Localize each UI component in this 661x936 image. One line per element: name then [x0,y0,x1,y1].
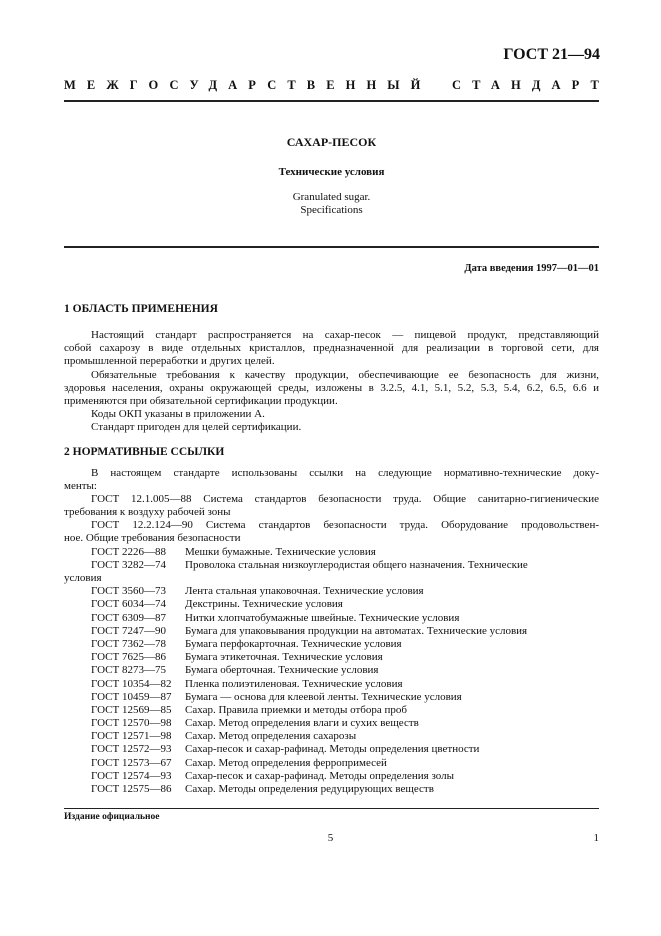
english-title-line: Specifications [300,204,363,216]
paragraph-line: применяются при обязательной сертификации продукции. [64,394,338,407]
reference-title: Бумага оберточная. Технические условия [185,664,379,677]
reference-line: ГОСТ 12.2.124—90 Система стандартов безопасности труда. Оборудование продовольствен- [91,519,599,532]
reference-title: Сахар. Метод определения ферропримесей [185,756,387,769]
reference-item [64,704,599,717]
paragraph-line: промышленной переработки и других целей. [64,355,275,368]
introduction-date: Дата введения 1997—01—01 [464,263,599,274]
reference-item [64,585,599,598]
reference-code: ГОСТ 3560—73 [91,585,166,598]
reference-code: ГОСТ 12570—98 [91,717,172,730]
reference-title: Проволока стальная низкоуглеродистая общего назначения. Технические [185,558,528,571]
reference-item [64,757,599,770]
paragraph-line: Стандарт пригоден для целей сертификации. [91,421,302,434]
reference-item [64,691,599,704]
reference-code: ГОСТ 12571—98 [91,730,172,743]
reference-line: условия [64,572,102,584]
reference-title: Бумага этикеточная. Технические условия [185,651,383,664]
section-heading-references: 2 НОРМАТИВНЫЕ ССЫЛКИ [64,445,225,458]
document-body [64,302,599,796]
reference-item [64,638,599,651]
interstate-standard-banner [64,78,610,98]
paragraph-line: собой сахарозу в виде отдельных кристаллов, предназначенной для реализации в торговой сети, для [64,342,599,355]
reference-item [64,743,599,756]
reference-line: ГОСТ 12.1.005—88 Система стандартов безопасности труда. Общие санитарно-гигиенические [91,492,599,505]
reference-title: Сахар-песок и сахар-рафинад. Методы определения золы [185,769,455,782]
reference-title: Мешки бумажные. Технические условия [185,545,376,558]
reference-item [64,559,599,572]
reference-code: ГОСТ 2226—88 [91,545,166,558]
paragraph-line: менты: [64,479,97,492]
reference-code: ГОСТ 12575—86 [91,783,172,795]
reference-code: ГОСТ 10354—82 [91,677,172,690]
reference-code: ГОСТ 3282—74 [91,558,166,571]
reference-item [64,783,599,796]
reference-item [64,770,599,783]
official-edition-label: Издание официальное [64,812,160,822]
reference-code: ГОСТ 6309—87 [91,611,166,624]
reference-item [64,730,599,743]
gost-number: ГОСТ 21—94 [503,46,600,63]
english-title [64,191,599,217]
reference-item [64,717,599,730]
page-number-right: 1 [593,832,599,844]
reference-item [64,546,599,559]
page-number-center: 5 [327,832,334,844]
reference-code: ГОСТ 7362—78 [91,637,166,650]
reference-item [64,598,599,611]
footer-rule [64,808,599,809]
reference-code: ГОСТ 12569—85 [91,703,172,716]
reference-title: Бумага — основа для клеевой ленты. Технические условия [185,690,462,703]
paragraph-line: В настоящем стандарте использованы ссылки на следующие нормативно-технические доку- [91,466,599,479]
reference-title: Нитки хлопчатобумажные швейные. Технические условия [185,611,460,624]
reference-code: ГОСТ 6034—74 [91,598,166,611]
english-title-line: Granulated sugar. [292,191,371,203]
paragraph-line: Обязательные требования к качеству продукции, обеспечивающие ее безопасность для жизни, [91,368,599,381]
reference-item [64,664,599,677]
reference-title: Декстрины. Технические условия [185,598,343,611]
reference-code: ГОСТ 10459—87 [91,690,172,703]
reference-item [64,625,599,638]
reference-line: ное. Общие требования безопасности [64,532,241,545]
paragraph-line: Настоящий стандарт распространяется на сахар-песок — пищевой продукт, представляющий [91,329,599,341]
document-title: САХАР-ПЕСОК [286,135,377,149]
reference-title: Сахар. Методы определения редуцирующих веществ [185,783,434,795]
standard-word: СТАНДАРТ [451,78,610,92]
interstate-word: МЕЖГОСУДАРСТВЕННЫЙ [64,78,432,92]
title-rule [64,246,599,248]
reference-code: ГОСТ 8273—75 [91,664,166,677]
reference-code: ГОСТ 7625—86 [91,651,166,664]
reference-code: ГОСТ 12574—93 [91,769,172,782]
reference-title: Сахар. Метод определения влаги и сухих веществ [185,717,419,730]
title-block [64,135,599,217]
reference-title: Пленка полиэтиленовая. Технические условия [185,677,403,690]
reference-title: Бумага для упаковывания продукции на автоматах. Технические условия [185,624,528,637]
section-heading-scope: 1 ОБЛАСТЬ ПРИМЕНЕНИЯ [64,303,218,315]
reference-item [64,612,599,625]
reference-title: Бумага перфокарточная. Технические условия [185,637,402,650]
reference-code: ГОСТ 7247—90 [91,624,166,637]
paragraph-line: Коды ОКП указаны в приложении А. [91,408,265,421]
reference-code: ГОСТ 12572—93 [91,743,172,756]
reference-item [64,678,599,691]
reference-code: ГОСТ 12573—67 [91,756,172,769]
paragraph-line: здоровья населения, охраны окружающей среды, изложены в 3.2.5, 4.1, 5.1, 5.2, 5.3, 5.4, 6.2, 6.5, 6.6 и [64,381,599,394]
reference-title: Сахар. Метод определения сахарозы [185,730,357,743]
reference-title: Сахар. Правила приемки и методы отбора проб [185,703,408,716]
header-rule [64,100,599,102]
reference-title: Сахар-песок и сахар-рафинад. Методы определения цветности [185,743,480,756]
document-subtitle: Технические условия [278,166,385,178]
reference-item [64,651,599,664]
reference-line: требования к воздуху рабочей зоны [64,506,231,519]
reference-title: Лента стальная упаковочная. Технические условия [185,585,424,598]
